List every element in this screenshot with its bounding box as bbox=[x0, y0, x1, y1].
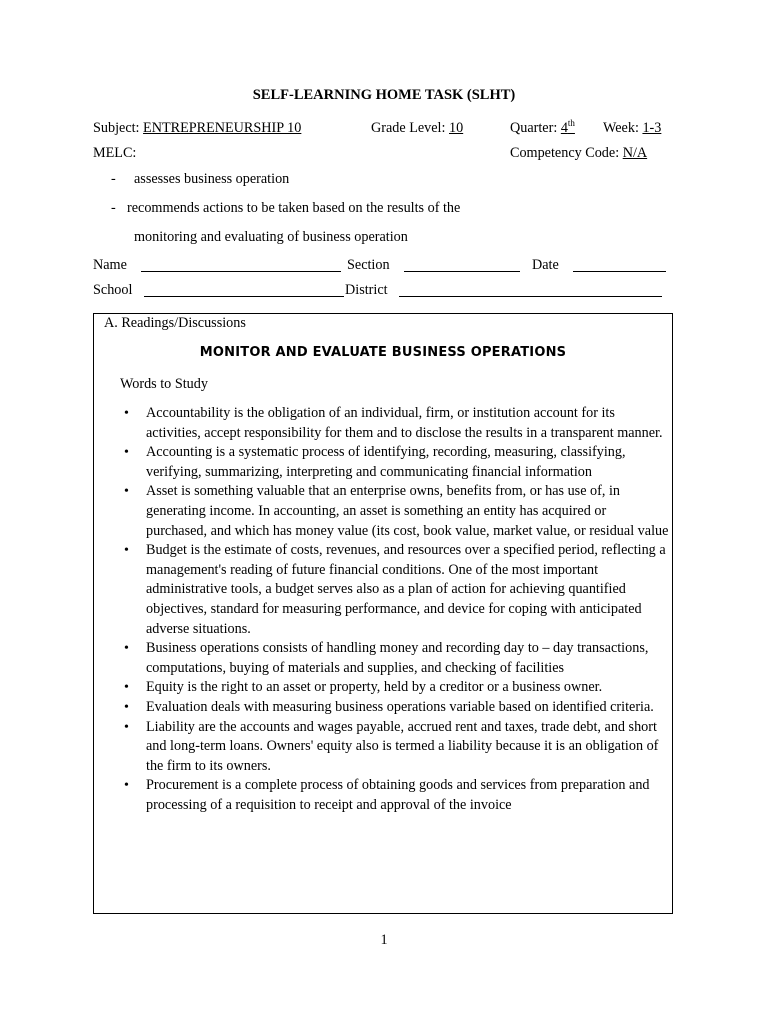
competency-code-field bbox=[510, 145, 647, 162]
definition-item: • Procurement is a complete process of obtaining goods and services from preparation and processing of a requisition to receipt and approval of the invoice bbox=[124, 776, 669, 815]
name-blank[interactable] bbox=[141, 257, 341, 272]
definition-item: • Equity is the right to an asset or property, held by a creditor or a business owner. bbox=[124, 678, 669, 698]
melc-label: MELC: bbox=[93, 145, 137, 161]
quarter-field bbox=[510, 120, 575, 137]
quarter-label: Quarter: bbox=[510, 120, 558, 136]
grade-value: 10 bbox=[449, 120, 464, 136]
date-blank[interactable] bbox=[573, 257, 666, 272]
school-label: School bbox=[93, 282, 133, 298]
definition-item: • Accounting is a systematic process of identifying, recording, measuring, classifying, verifying, summarizing, interpreting and communicating financial information bbox=[124, 443, 669, 482]
melc-item-3: monitoring and evaluating of business operation bbox=[134, 229, 408, 245]
readings-box bbox=[93, 313, 673, 914]
section-a-label: A. Readings/Discussions bbox=[104, 315, 246, 331]
district-blank[interactable] bbox=[399, 282, 662, 297]
district-label: District bbox=[345, 282, 388, 298]
definition-item: • Budget is the estimate of costs, revenues, and resources over a specified period, reflecting a management's reading of future financial conditions. One of the most important administrative tools, a budget serves also as a plan of action for achieving quantified objectives, standard for measuring performance, and device for coping with anticipated adverse situations. bbox=[124, 541, 669, 639]
definition-item: • Accountability is the obligation of an individual, firm, or institution account for its activities, accept responsibility for them and to disclose the results in a transparent manner. bbox=[124, 404, 669, 443]
subject-label: Subject: bbox=[93, 120, 140, 136]
week-value: 1-3 bbox=[642, 120, 662, 136]
grade-level-field bbox=[371, 120, 463, 137]
words-to-study-label: Words to Study bbox=[120, 376, 208, 392]
subject-value: ENTREPRENEURSHIP 10 bbox=[143, 120, 302, 136]
competency-value: N/A bbox=[622, 145, 648, 161]
definition-item: • Business operations consists of handling money and recording day to – day transactions, computations, buying of materials and supplies, and checking of facilities bbox=[124, 639, 669, 678]
date-label: Date bbox=[532, 257, 559, 273]
name-label: Name bbox=[93, 257, 127, 273]
section-label: Section bbox=[347, 257, 390, 273]
document-title: SELF-LEARNING HOME TASK (SLHT) bbox=[252, 87, 516, 103]
section-blank[interactable] bbox=[404, 257, 520, 272]
subject-field bbox=[93, 120, 301, 137]
grade-label: Grade Level: bbox=[371, 120, 446, 136]
definition-item: • Evaluation deals with measuring business operations variable based on identified criteria. bbox=[124, 698, 669, 718]
section-heading: MONITOR AND EVALUATE BUSINESS OPERATIONS bbox=[199, 345, 567, 360]
school-blank[interactable] bbox=[144, 282, 344, 297]
competency-label: Competency Code: bbox=[510, 145, 620, 161]
definitions-list bbox=[124, 404, 669, 815]
quarter-value: 4th bbox=[560, 118, 575, 136]
definition-item: • Asset is something valuable that an enterprise owns, benefits from, or has use of, in generating income. In accounting, an asset is something an entity has acquired or purchased, and which has money value (its cost, book value, market value, or residual value bbox=[124, 482, 669, 541]
melc-dash-1: - bbox=[111, 171, 116, 187]
melc-dash-2: - bbox=[111, 200, 116, 216]
melc-item-2: recommends actions to be taken based on the results of the bbox=[127, 200, 461, 216]
definition-item: • Liability are the accounts and wages payable, accrued rent and taxes, trade debt, and short and long-term loans. Owners' equity also is termed a liability because it is an obligation of the firm to its owners. bbox=[124, 718, 669, 777]
page-number: 1 bbox=[380, 932, 388, 948]
melc-item-1: assesses business operation bbox=[134, 171, 290, 187]
week-field bbox=[603, 120, 661, 137]
week-label: Week: bbox=[603, 120, 639, 136]
